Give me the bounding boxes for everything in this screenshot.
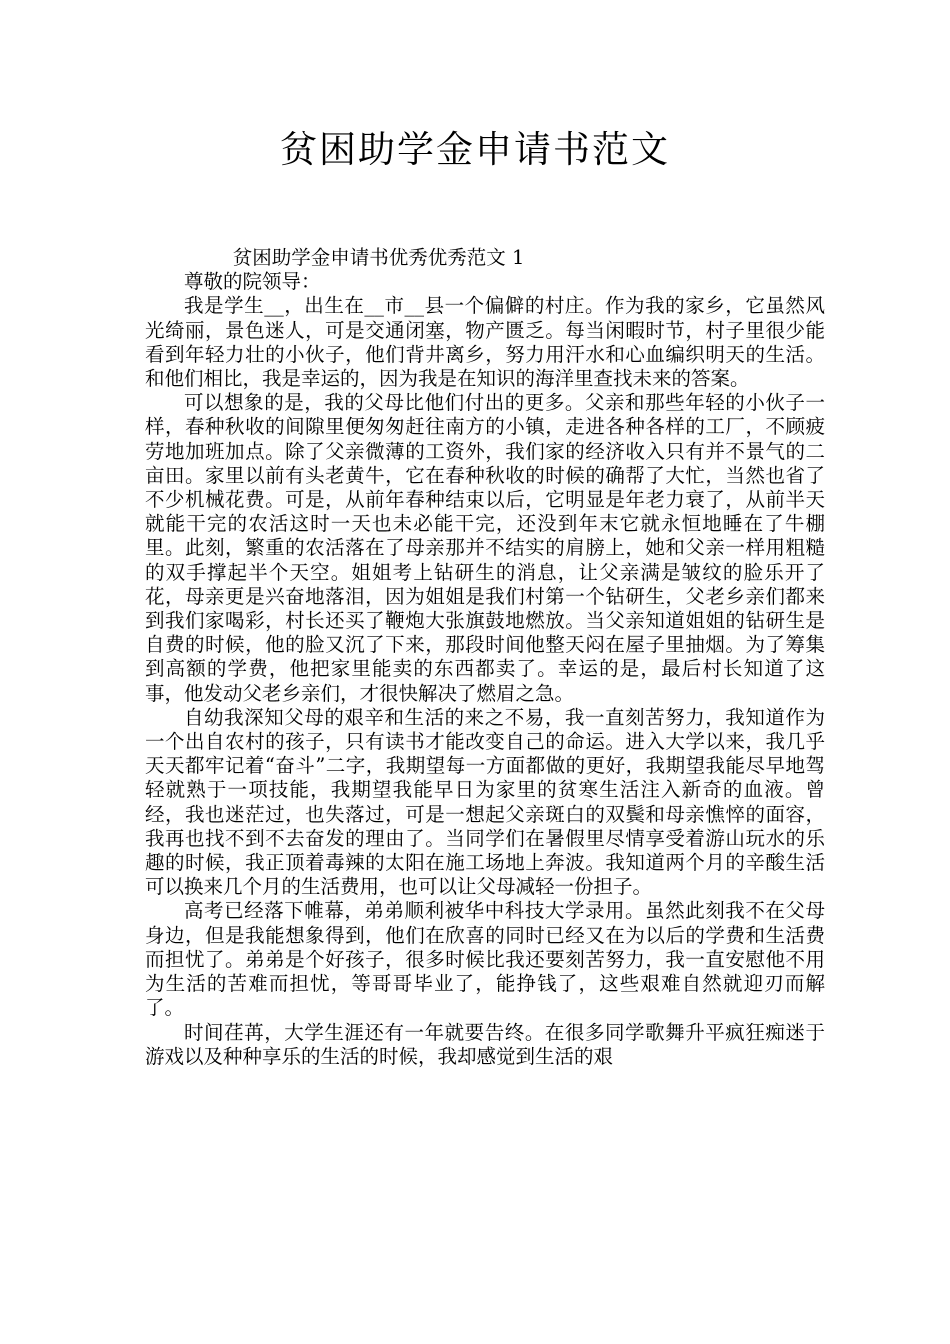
document-body xyxy=(145,246,825,1069)
paragraph: 可以想象的是，我的父母比他们付出的更多。父亲和那些年轻的小伙子一样，春种秋收的间隙里便匆匆赶往南方的小镇，走进各种各样的工厂，不顾疲劳地加班加点。除了父亲微薄的工资外，我们家的经济收入只有并不景气的二亩田。家里以前有头老黄牛，它在春种秋收的时候的确帮了大忙，当然也省了不少机械花费。可是，从前年春种结束以后，它明显是年老力衰了，从前半天就能干完的农活这时一天也未必能干完，还没到年末它就永恒地睡在了牛棚里。此刻，繁重的农活落在了母亲那并不结实的肩膀上，她和父亲一样用粗糙的双手撑起半个天空。姐姐考上钻研生的消息，让父亲满是皱纹的脸乐开了花，母亲更是兴奋地落泪，因为姐姐是我们村第一个钻研生，父老乡亲们都来到我们家喝彩，村长还买了鞭炮大张旗鼓地燃放。当父亲知道姐姐的钻研生是自费的时候，他的脸又沉了下来，那段时间他整天闷在屋子里抽烟。为了筹集到高额的学费，他把家里能卖的东西都卖了。幸运的是，最后村长知道了这事，他发动父老乡亲们，才很快解决了燃眉之急。 xyxy=(145,391,825,705)
salutation: 尊敬的院领导： xyxy=(184,270,321,294)
paragraph: 我是学生__，出生在__市__县一个偏僻的村庄。作为我的家乡，它虽然风光绮丽，景色迷人，可是交通闭塞，物产匮乏。每当闲暇时节，村子里很少能看到年轻力壮的小伙子，他们背井离乡，努力用汗水和心血编织明天的生活。和他们相比，我是幸运的，因为我是在知识的海洋里查找未来的答案。 xyxy=(145,294,825,391)
page-title: 贫困助学金申请书范文 xyxy=(280,128,670,171)
paragraph: 高考已经落下帷幕，弟弟顺利被华中科技大学录用。虽然此刻我不在父母身边，但是我能想象得到，他们在欣喜的同时已经又在为以后的学费和生活费而担忧了。弟弟是个好孩子，很多时候比我还要刻苦努力，我一直安慰他不用为生活的苦难而担忧，等哥哥毕业了，能挣钱了，这些艰难自然就迎刃而解了。 xyxy=(145,899,825,1020)
paragraph: 时间荏苒，大学生涯还有一年就要告终。在很多同学歌舞升平疯狂痴迷于游戏以及种种享乐的生活的时候，我却感觉到生活的艰 xyxy=(145,1020,825,1068)
paragraph: 自幼我深知父母的艰辛和生活的来之不易，我一直刻苦努力，我知道作为一个出自农村的孩子，只有读书才能改变自己的命运。进入大学以来，我几乎天天都牢记着“奋斗”二字，我期望每一方面都做的更好，我期望我能尽早地驾轻就熟于一项技能，我期望我能早日为家里的贫寒生活注入新奇的血液。曾经，我也迷茫过，也失落过，可是一想起父亲斑白的双鬓和母亲憔悴的面容，我再也找不到不去奋发的理由了。当同学们在暑假里尽情享受着游山玩水的乐趣的时候，我正顶着毒辣的太阳在施工场地上奔波。我知道两个月的辛酸生活可以换来几个月的生活费用，也可以让父母减轻一份担子。 xyxy=(145,705,825,899)
document-subtitle: 贫困助学金申请书优秀优秀范文 1 xyxy=(232,246,525,269)
